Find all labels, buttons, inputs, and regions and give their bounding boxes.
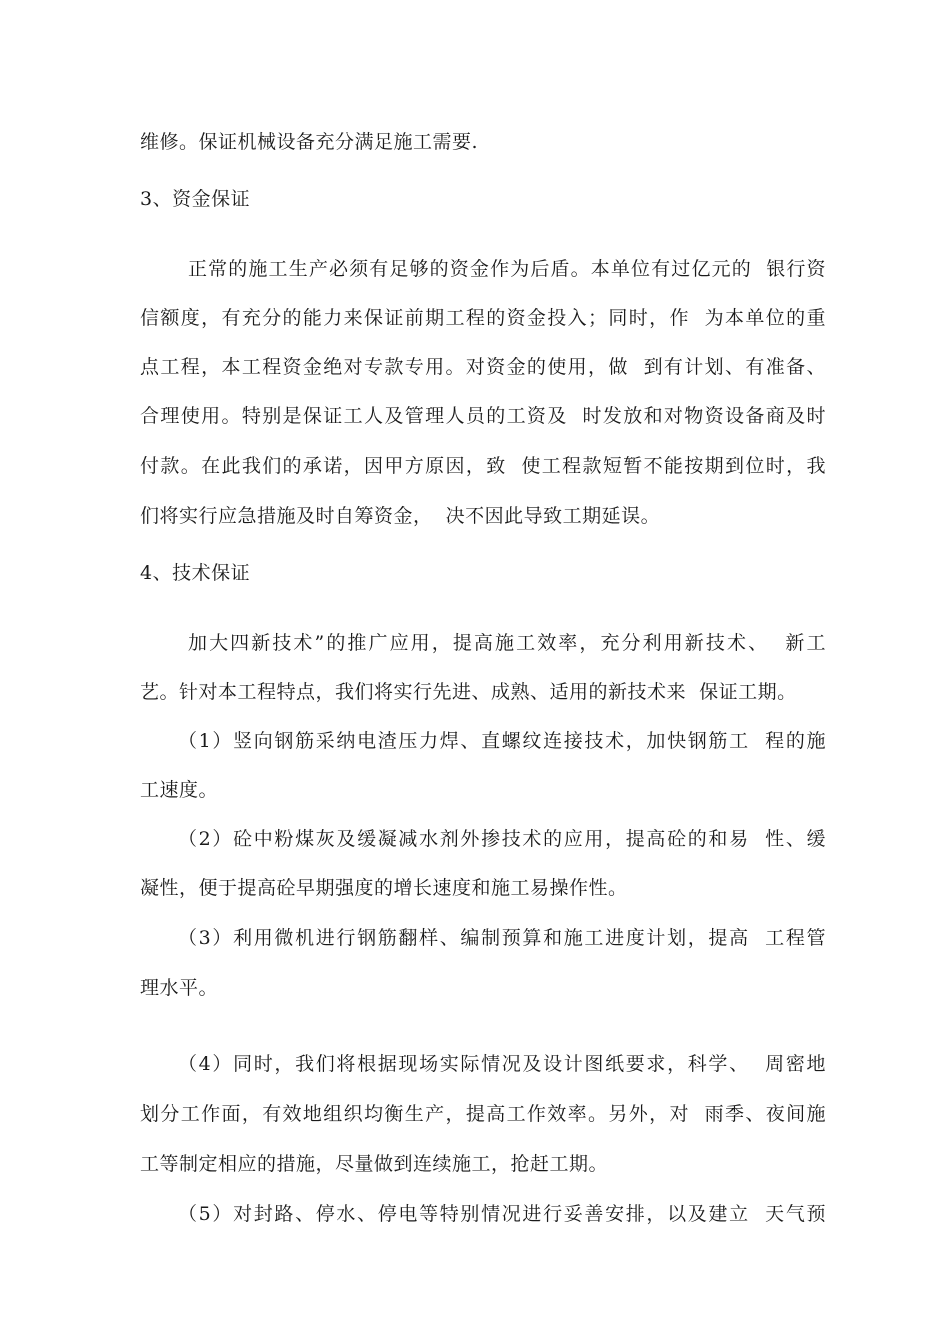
text-line: 加大四新技术”的推广应用，提高施工效率，充分利用新技术、 新工 [188,632,826,654]
text-line: 点工程，本工程资金绝对专款专用。对资金的使用，做 到有计划、有准备、 [140,356,826,378]
list-item-4: （4）同时，我们将根据现场实际情况及设计图纸要求，科学、 周密地 [178,1053,826,1075]
list-item-3: （3）利用微机进行钢筋翻样、编制预算和施工进度计划，提高 工程管 [178,927,826,949]
text-line: 工速度。 [140,779,219,801]
text-line: 们将实行应急措施及时自筹资金， 决不因此导致工期延误。 [140,505,661,527]
text-line: 正常的施工生产必须有足够的资金作为后盾。本单位有过亿元的 银行资 [188,258,826,280]
text-line: 信额度，有充分的能力来保证前期工程的资金投入；同时，作 为本单位的重 [140,307,826,329]
text-line: 凝性，便于提高砼早期强度的增长速度和施工易操作性。 [140,877,628,899]
section-heading-technology: 4、技术保证 [140,562,251,584]
text-line: 艺。针对本工程特点，我们将实行先进、成熟、适用的新技术来 保证工期。 [140,681,797,703]
list-item-1: （1）竖向钢筋采纳电渣压力焊、直螺纹连接技术，加快钢筋工 程的施 [178,730,826,752]
list-item-5: （5）对封路、停水、停电等特别情况进行妥善安排，以及建立 天气预 [178,1203,826,1225]
text-line: 理水平。 [140,977,219,999]
text-line: 工等制定相应的措施，尽量做到连续施工，抢赶工期。 [140,1153,609,1175]
text-line: 付款。在此我们的承诺，因甲方原因，致 使工程款短暂不能按期到位时，我 [140,455,826,477]
section-heading-funding: 3、资金保证 [140,188,251,210]
text-line: 合理使用。特别是保证工人及管理人员的工资及 时发放和对物资设备商及时 [140,405,826,427]
list-item-2: （2）砼中粉煤灰及缓凝减水剂外掺技术的应用，提高砼的和易 性、缓 [178,828,826,850]
text-line: 维修。保证机械设备充分满足施工需要. [140,131,479,153]
text-line: 划分工作面，有效地组织均衡生产，提高工作效率。另外，对 雨季、夜间施 [140,1103,826,1125]
